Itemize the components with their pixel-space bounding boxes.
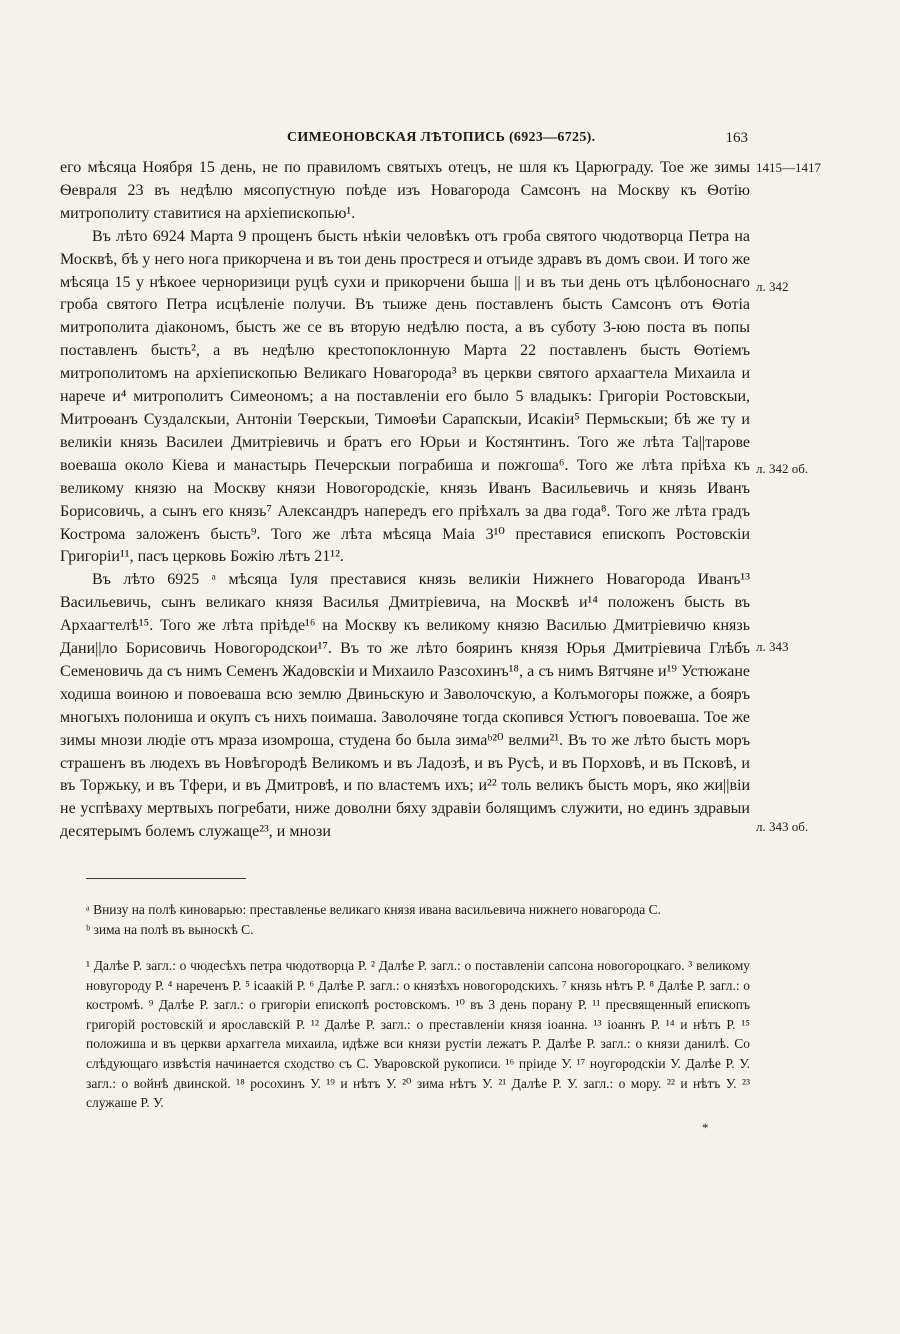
footnote-divider — [86, 878, 246, 879]
margin-note-leaf: л. 342 — [756, 279, 789, 294]
variant-note: ᵇ зима на полѣ въ выноскѣ С. — [86, 921, 254, 937]
page-number: 163 — [725, 130, 748, 146]
page-header — [60, 130, 750, 150]
margin-note-years: 1415—1417 — [756, 160, 821, 175]
margin-note-leaf: л. 342 об. — [756, 461, 809, 476]
paragraph-1: его мѣсяца Ноября 15 день, не по правиломъ святыхъ отецъ, не шля къ Царюграду. Тое же зимы Ѳевраля 23 въ недѣлю мясопустную поѣде изъ Новагорода Самсонъ на Москву къ Ѳотію митрополиту ставитися на архіепископью¹. — [60, 159, 750, 222]
main-text — [60, 157, 750, 844]
paragraph-2: Въ лѣто 6924 Марта 9 прощенъ бысть нѣкіи человѣкъ отъ гроба святого чюдотворца Петра на Москвѣ, бѣ у него нога прикорчена и въ тои день простреся и отъиде здравъ въ домъ свои. И того же мѣсяца 15 у нѣкоее черноризици руцѣ сухи и прикорчени быша || и въ тьи день отъ цѣлбоноснаго гроба святого Петра исцѣленіе получи. Въ тыиже день поставленъ бысть Самсонъ отъ Ѳотіа митрополита діакономъ, бысть же се въ вторую недѣлю поста, а въ суботу 3-юю поста въ попы поставленъ бысть², а въ недѣлю крестопоклонную Марта 22 поставленъ бысть Ѳотіемъ митрополитомъ на архіепископью Великаго Новагорода³ въ церкви святого архаагтела Михаила и нарече и⁴ митрополитъ Симеономъ; а на поставленіи его было 5 владыкъ: Григоріи Ростовскыи, Митроѳанъ Суздалскыи, Антоніи Тѳерскыи, Тимоѳѣи Сарапскыи, Исакіи⁵ Пермьскыи; бѣ же ту и великіи князь Василеи Дмитріевичь и братъ его Юрьи и Костянтинъ. Того же лѣта Та||тарове воеваша около Кіева и манастырь Печерскыи пограбиша и пожгоша⁶. Того же лѣта пріѣха къ великому князю на Москву князи Новогородскіе, князь Иванъ Васильевичь и князь Иванъ Борисовичь, а сынъ его князь⁷ Александръ напередъ его пріѣхалъ за два года⁸. Того же лѣта градъ Кострома заложенъ бысть⁹. Того же лѣта мѣсяца Маіа 3¹⁰ преставися епископъ Ростовскіи Григоріи¹¹, пасъ церковь Божію лѣтъ 21¹². — [60, 227, 750, 566]
variant-notes — [86, 900, 750, 939]
paragraph-3: Въ лѣто 6925 ᵃ мѣсяца Іуля преставися князь великіи Нижнего Новагорода Иванъ¹³ Васильевичь, сынъ великаго князя Василья Дмитріевича, на Москвѣ и¹⁴ положенъ бысть въ Архаагтелѣ¹⁵. Того же лѣта пріѣде¹⁶ на Москву къ великому князю Василью Дмитріевичю князь Дани||ло Борисовичь Новогородскои¹⁷. Въ то же лѣто бояринъ князя Юрья Дмитріевича Глѣбъ Семеновичь да съ нимъ Семенъ Жадовскіи и Михаило Разсохинъ¹⁸, а съ нимъ Вятчяне и¹⁹ Устюжане ходиша воиною и повоеваша всю землю Двиньскую и Заволочскую, а Колъмогоры пожже, а бояръ многыхъ полониша и окупъ съ нихъ поимаша. Заволочяне тогда скопився Устюгъ повоеваша. Тое же зимы мнози людіе отъ мраза изомроша, студена бо была зимаᵇ²⁰ велми²¹. Въ то же лѣто бысть моръ страшенъ въ людехъ въ Новѣгородѣ Великомъ и въ Ладозѣ, и въ Русѣ, и въ Порховѣ, и въ Псковѣ, и въ Торжьку, и въ Тфери, и въ Дмитровѣ, и по властемъ ихъ; и²² толь великъ бысть моръ, яко жи||віи не успѣваху мертвыхъ погребати, ниже доволни бяху здравіи болящимъ служити, но единъ здравыи десятерымъ болемъ служаще²³, и мнози — [60, 571, 750, 841]
variant-note: ᵃ Внизу на полѣ киноварью: преставленье великагo князя ивана васильевича нижнего новагорода С. — [86, 902, 661, 917]
margin-note-leaf: л. 343 — [756, 639, 789, 654]
bottom-mark: * — [702, 1120, 709, 1135]
footnotes: ¹ Далѣе Р. загл.: о чюдесѣхъ петра чюдотворца Р. ² Далѣе Р. загл.: о поставленіи сапсона новогороцкаго. ³ великому новугороду Р. ⁴ нареченъ Р. ⁵ ісаакій Р. ⁶ Далѣе Р. загл.: о князѣхъ новогородскихъ. ⁷ князь нѣтъ Р. ⁸ Далѣе Р. загл.: о костромѣ. ⁹ Далѣе Р. загл.: о григоріи епископѣ ростовскомъ. ¹⁰ въ 3 день порану Р. ¹¹ пресвященный епископъ григорій ростовскій и ярославскій Р. ¹² Далѣе Р. загл.: о преставленіи князя іоанна. ¹³ іоаннъ Р. ¹⁴ и нѣтъ Р. ¹⁵ положиша и въ церкви архаггела михаила, идѣже вси князи рустіи лежатъ Р. Далѣе Р. загл.: о князи данилѣ. Со слѣдующаго извѣстія начинается сходство съ С. Уваровской рукописи. ¹⁶ пріиде У. ¹⁷ ноугородскіи У. Далѣе Р. У. загл.: о войнѣ двинской. ¹⁸ росохинъ У. ¹⁹ и нѣтъ У. ²⁰ зима нѣтъ У. ²¹ Далѣе Р. У. загл.: о мору. ²² и нѣтъ У. ²³ служаше Р. У. — [86, 958, 750, 1111]
margin-notes — [756, 0, 896, 1334]
margin-note-leaf: л. 343 об. — [756, 819, 809, 834]
running-title: СИМЕОНОВСКАЯ ЛѢТОПИСЬ (6923—6725). — [287, 130, 596, 145]
